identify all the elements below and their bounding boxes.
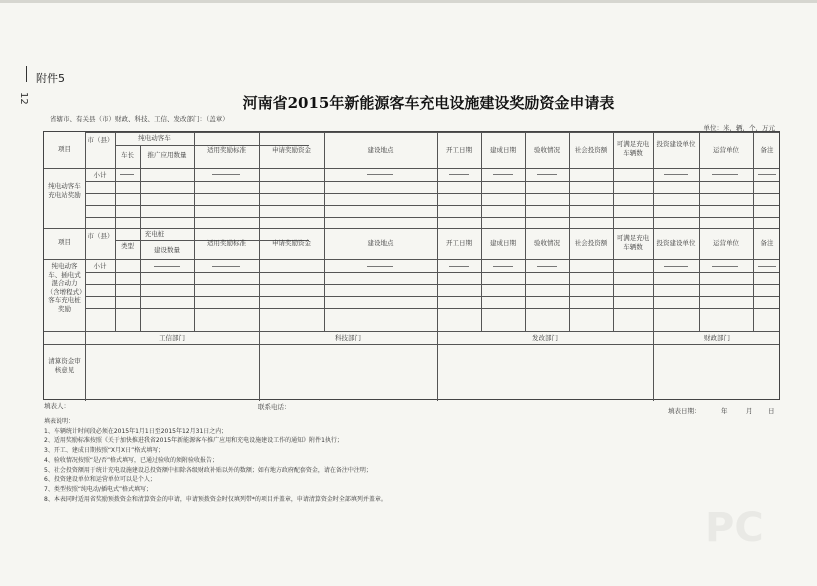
- s2-row-label: 纯电动客车、插电式混合动力（含增程式）客车充电桩奖励: [46, 262, 83, 313]
- note-item: 4、验收情况按照“是/否”格式填写，已通过验收的须附验收报告；: [44, 456, 219, 464]
- page-number: 12: [18, 92, 29, 105]
- scan-edge: [0, 0, 817, 3]
- watermark-logo: PC: [705, 505, 764, 551]
- dept-reform: 发改部门: [532, 334, 558, 342]
- dept-finance: 财政部门: [704, 334, 730, 342]
- s2-build-header: 建成日期: [490, 239, 516, 247]
- s2-project-header: 项目: [58, 238, 71, 246]
- s2-social-header: 社会投资额: [574, 239, 608, 247]
- review-label: 清算资金审核意见: [48, 357, 81, 374]
- s2-location-header: 建设地点: [367, 239, 394, 247]
- margin-rule: [26, 66, 27, 82]
- s1-vehicles-header: 可满足充电车辆数: [616, 140, 650, 157]
- s2-subtotal-label: 小计: [93, 262, 107, 270]
- s2-standard-header: 适用奖励标准: [207, 239, 246, 247]
- s2-remark-header: 备注: [760, 239, 774, 247]
- s1-remark-header: 备注: [760, 146, 774, 154]
- s2-investor-header: 投资建设单位: [656, 239, 696, 247]
- s1-accept-header: 验收情况: [534, 146, 560, 154]
- s1-social-header: 社会投资额: [574, 146, 608, 154]
- date-label: 填表日期：: [668, 407, 701, 415]
- s1-length-header: 车长: [121, 151, 134, 159]
- s1-group-header: 纯电动客车: [138, 134, 171, 142]
- note-item: 8、本表同时适用省奖励预拨资金和清算资金的申请，申请预拨资金时仅填列带*的项目并盖章，申请清算资金时全部填列并盖章。: [44, 495, 387, 503]
- s1-subtotal-label: 小计: [93, 171, 107, 179]
- s2-vehicles-header: 可满足充电车辆数: [616, 234, 650, 251]
- s1-promo-header: 推广应用数量: [147, 151, 187, 159]
- attachment-label: 附件5: [36, 72, 65, 85]
- instructions: [44, 417, 387, 504]
- s1-city-header: 市（县）: [87, 136, 114, 144]
- dept-industry: 工信部门: [159, 334, 185, 342]
- s2-count-header: 建设数量: [154, 246, 180, 254]
- phone-label: 联系电话：: [258, 403, 291, 411]
- date-year: 年: [721, 407, 728, 415]
- note-item: 1、车辆统计时间段必须在2015年1月1日至2015年12月31日之内；: [44, 427, 228, 435]
- s2-accept-header: 验收情况: [534, 239, 560, 247]
- s2-city-header: 市（县）: [87, 232, 114, 240]
- s1-row-label: 纯电动客车充电站奖励: [48, 182, 81, 199]
- s1-request-header: 申请奖励资金: [272, 146, 311, 154]
- note-item: 6、投资建设单位和运营单位可以是个人；: [44, 476, 156, 484]
- date-day: 日: [768, 407, 775, 415]
- date-month: 月: [746, 407, 753, 415]
- s1-build-header: 建成日期: [490, 146, 516, 154]
- form-title-text: 河南省2015年新能源客车充电设施建设奖励资金申请表: [242, 94, 615, 112]
- s2-operator-header: 运营单位: [713, 239, 739, 247]
- note-item: 7、类型按照“纯电动/插电式”格式填写；: [44, 485, 153, 493]
- note-item: 5、社会投资额用于统计充电设施建设总投资额中扣除各级财政补贴以外的数额；如有地方政府配套资金，请在备注中注明；: [44, 466, 372, 474]
- s1-start-header: 开工日期: [446, 146, 472, 154]
- s1-operator-header: 运营单位: [713, 146, 739, 154]
- filler-label: 填表人：: [44, 402, 70, 410]
- dept-science: 科技部门: [335, 334, 361, 342]
- unit-label: 单位：米，辆，个，万元: [703, 124, 775, 132]
- s2-start-header: 开工日期: [446, 239, 472, 247]
- s2-type-header: 类型: [121, 242, 134, 250]
- s2-group-header: 充电桩: [144, 230, 165, 238]
- s1-standard-header: 适用奖励标准: [207, 146, 246, 154]
- s1-investor-header: 投资建设单位: [656, 140, 696, 148]
- s1-project-header: 项目: [58, 145, 71, 153]
- note-heading: 填表说明：: [44, 418, 75, 425]
- form-subtitle: 省辖市、有关县（市）财政、科技、工信、发改部门：（盖章）: [50, 115, 229, 123]
- form-title: [0, 92, 817, 113]
- note-item: 3、开工、建成日期按照“X月X日”格式填写；: [44, 447, 165, 455]
- s2-request-header: 申请奖励资金: [272, 239, 311, 247]
- note-item: 2、适用奖励标准按照《关于加快推进我省2015年新能源客车推广应用和充电设施建设工作的通知》附件1执行；: [44, 437, 343, 445]
- s1-location-header: 建设地点: [367, 146, 394, 154]
- application-table: [43, 131, 780, 400]
